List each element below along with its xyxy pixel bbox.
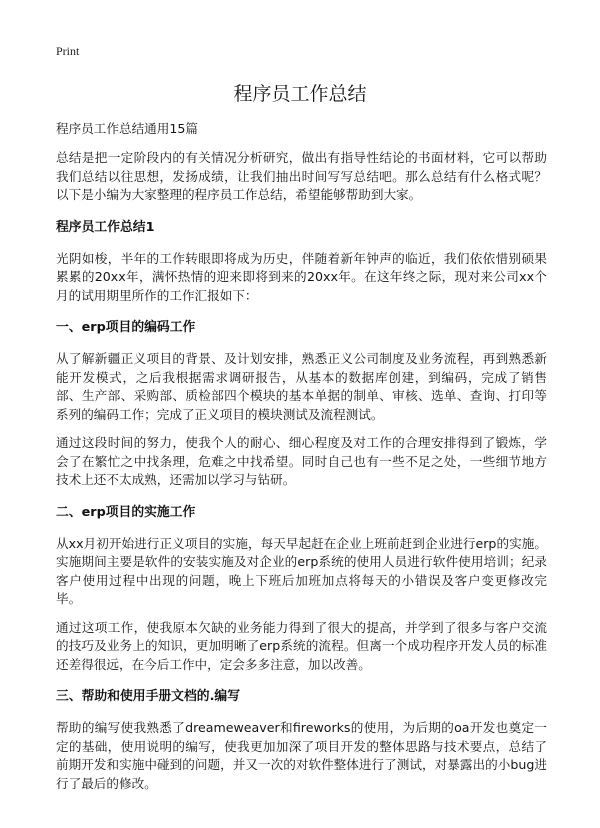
part2-paragraph-2: 通过这项工作，使我原本欠缺的业务能力得到了很大的提高，并学到了很多与客户交流的技巧及业务上的知识，更加明晰了erp系统的流程。但离一个成功程序开发人员的标准还差得很远，在今后工作中，定会多多注意，加以改善。 <box>56 619 547 672</box>
section1-heading: 程序员工作总结1 <box>56 219 155 235</box>
part1-paragraph-2: 通过这段时间的努力，使我个人的耐心、细心程度及对工作的合理安排得到了锻炼，学会了在繁忙之中找条理，危难之中找希望。同时自己也有一些不足之处，一些细节地方技术上还不太成熟，还需加以学习与钻研。 <box>56 435 547 487</box>
part3-paragraph-1: 帮助的编写使我熟悉了dreameweaver和fireworks的使用，为后期的oa开发也奠定一定的基础，使用说明的编写，使我更加加深了项目开发的整体思路与技术要点，总结了前期开发和实施中碰到的问题，并又一次的对软件整体进行了测试，对暴露出的小bug进行了最后的修改。 <box>56 720 547 791</box>
section1-paragraph: 光阴如梭，半年的工作转眼即将成为历史，伴随着新年钟声的临近，我们依依惜别硕果累累的20xx年，满怀热情的迎来即将到来的20xx年。在这年终之际，现对来公司xx个月的试用期里所作的工作汇报如下： <box>56 250 547 303</box>
article-body <box>56 120 547 803</box>
article-subtitle: 程序员工作总结通用15篇 <box>56 121 198 136</box>
part1-heading: 一、erp项目的编码工作 <box>56 320 196 335</box>
intro-paragraph: 总结是把一定阶段内的有关情况分析研究，做出有指导性结论的书面材料，它可以帮助我们总结以往思想，发扬成绩，让我们抽出时间写写总结吧。那么总结有什么格式呢？以下是小编为大家整理的程序员工作总结，希望能够帮助到大家。 <box>56 150 547 202</box>
page-title: 程序员工作总结 <box>233 83 367 105</box>
print-link[interactable]: Print <box>56 44 80 58</box>
part2-heading: 二、erp项目的实施工作 <box>56 504 196 520</box>
part1-paragraph-1: 从了解新疆正义项目的背景、及计划安排，熟悉正义公司制度及业务流程，再到熟悉新能开发模式，之后我根据需求调研报告，从基本的数据库创建，到编码，完成了销售部、生产部、采购部、质检部四个模块的基本单据的制单、审核、选单、查询、打印等系列的编码工作；完成了正义项目的模块测试及流程测试。 <box>56 351 547 422</box>
part2-paragraph-1: 从xx月初开始进行正义项目的实施，每天早起赶在企业上班前赶到企业进行erp的实施。实施期间主要是软件的安装实施及对企业的erp系统的使用人员进行软件使用培训；纪录客户使用过程中出现的问题，晚上下班后加班加点将每天的小错误及客户变更修改完毕。 <box>56 535 547 606</box>
part3-heading: 三、帮助和使用手册文档的.编写 <box>56 689 241 704</box>
